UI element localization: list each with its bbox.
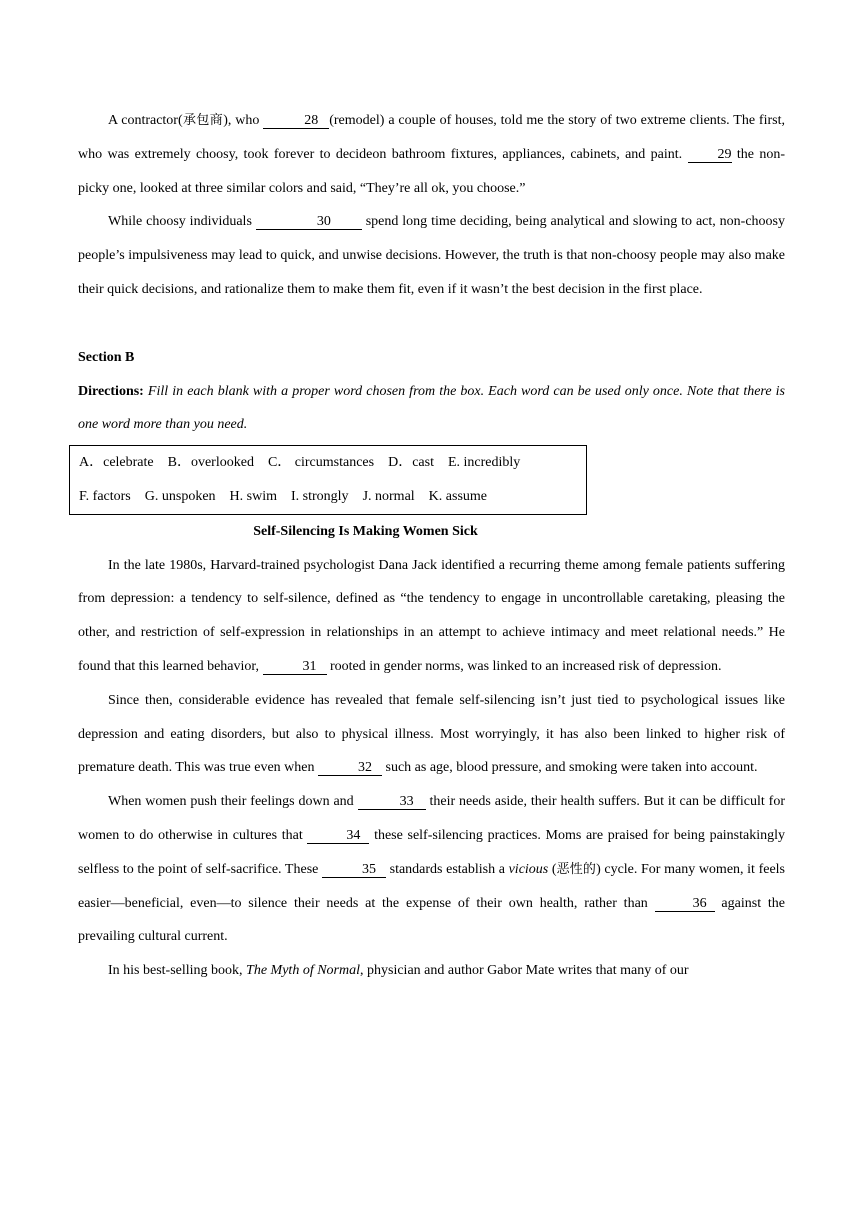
blank-34[interactable]: 34 bbox=[307, 828, 369, 844]
word-option-a: A．celebrate bbox=[79, 455, 154, 471]
word-bank-box bbox=[69, 445, 587, 515]
word-option-g: G. unspoken bbox=[144, 488, 216, 504]
article-paragraph-1 bbox=[78, 549, 785, 684]
chinese-gloss: 恶性的 bbox=[556, 861, 597, 877]
text: When women push their feelings down and bbox=[108, 794, 358, 810]
text: against the prevailing cultural current. bbox=[78, 895, 785, 945]
text: cycle. For many women, it feels easier—beneficial, even—to silence their needs at the expense of their own health, rather than bbox=[78, 861, 785, 911]
text: , physician and author Gabor Mate writes that many of our bbox=[360, 963, 689, 979]
article-paragraph-3 bbox=[78, 785, 785, 954]
article-paragraph-4 bbox=[78, 954, 785, 988]
section-a-paragraph-2 bbox=[78, 205, 785, 306]
word-option-e: E. incredibly bbox=[447, 455, 521, 471]
spacer bbox=[78, 307, 785, 341]
word-option-d: D．cast bbox=[388, 455, 434, 471]
word-option-c: C． circumstances bbox=[267, 455, 375, 471]
word-bank-row-2 bbox=[79, 480, 586, 514]
article-title: Self-Silencing Is Making Women Sick bbox=[253, 523, 478, 539]
chinese-gloss: 承包商 bbox=[182, 113, 224, 128]
directions-text: Fill in each blank with a proper word chosen from the box. Each word can be used only once. Note that there is one word more than you need. bbox=[78, 383, 785, 433]
book-title: The Myth of Normal bbox=[246, 963, 360, 979]
directions-label: Directions: bbox=[78, 383, 144, 399]
text: standards establish a bbox=[386, 861, 509, 877]
blank-32[interactable]: 32 bbox=[318, 760, 382, 776]
blank-36[interactable]: 36 bbox=[655, 896, 715, 912]
word-option-b: B．overlooked bbox=[167, 455, 254, 471]
text: ( bbox=[548, 861, 557, 877]
text: A contractor( bbox=[108, 113, 183, 128]
word-option-f: F. factors bbox=[79, 488, 131, 504]
text: ) bbox=[596, 861, 601, 877]
directions bbox=[78, 375, 785, 443]
word-option-i: I. strongly bbox=[291, 488, 349, 504]
text: these self-silencing practices. Moms are praised for being painstakingly selfless to the point of self-sacrifice. These bbox=[78, 827, 785, 877]
word-option-k: K. assume bbox=[428, 488, 487, 504]
text: rooted in gender norms, was linked to an increased risk of depression. bbox=[326, 658, 722, 674]
article-paragraph-2 bbox=[78, 684, 785, 785]
text: In his best-selling book, bbox=[108, 963, 247, 979]
text: the non-picky one, looked at three similar colors and said, “They’re all ok, you choose.” bbox=[78, 146, 785, 196]
text: Since then, considerable evidence has revealed that female self-silencing isn’t just tied to psychological issues like depression and eating disorders, but also to physical illness. Most worryingly, it has also been linked to higher risk of premature death. This was true even when bbox=[78, 692, 785, 776]
section-a-paragraph-1 bbox=[78, 104, 785, 205]
document-page bbox=[78, 104, 785, 988]
word-option-j: J. normal bbox=[362, 488, 415, 504]
blank-31[interactable]: 31 bbox=[263, 659, 327, 675]
blank-29[interactable]: 29 bbox=[688, 147, 732, 163]
text: While choosy individuals bbox=[108, 214, 256, 230]
text: spend long time deciding, being analytical and slowing to act, non-choosy people’s impulsiveness may lead to quick, and unwise decisions. However, the truth is that non-choosy people may also make their quick decisions, and rationalize them to make them fit, even if it wasn’t the best decision in the first place. bbox=[78, 214, 785, 297]
text: (remodel) a couple of houses, told me the story of two extreme clients. The first, who was extremely choosy, took forever to decideon bathroom fixtures, appliances, cabinets, and paint. bbox=[78, 113, 785, 162]
text: such as age, blood pressure, and smoking were taken into account. bbox=[382, 760, 758, 776]
vicious-word: vicious bbox=[508, 861, 549, 877]
blank-28[interactable]: 28 bbox=[263, 113, 329, 129]
blank-33[interactable]: 33 bbox=[358, 794, 426, 810]
text: ), who bbox=[223, 113, 264, 128]
word-option-h: H. swim bbox=[229, 488, 277, 504]
text: their needs aside, their health suffers. But it can be difficult for women to do otherwise in cultures that bbox=[78, 794, 785, 843]
blank-35[interactable]: 35 bbox=[322, 862, 386, 878]
blank-30[interactable]: 30 bbox=[256, 214, 362, 230]
word-bank-row-1 bbox=[79, 446, 586, 480]
section-b-title: Section B bbox=[78, 349, 135, 365]
text: In the late 1980s, Harvard-trained psychologist Dana Jack identified a recurring theme among female patients suffering from depression: a tendency to self-silence, defined as “the tendency to engage in uncontrollable caretaking, pleasing the other, and restriction of self-expression in relationships in an attempt to achieve intimacy and meet relational needs.” He found that this learned behavior, bbox=[78, 557, 785, 674]
